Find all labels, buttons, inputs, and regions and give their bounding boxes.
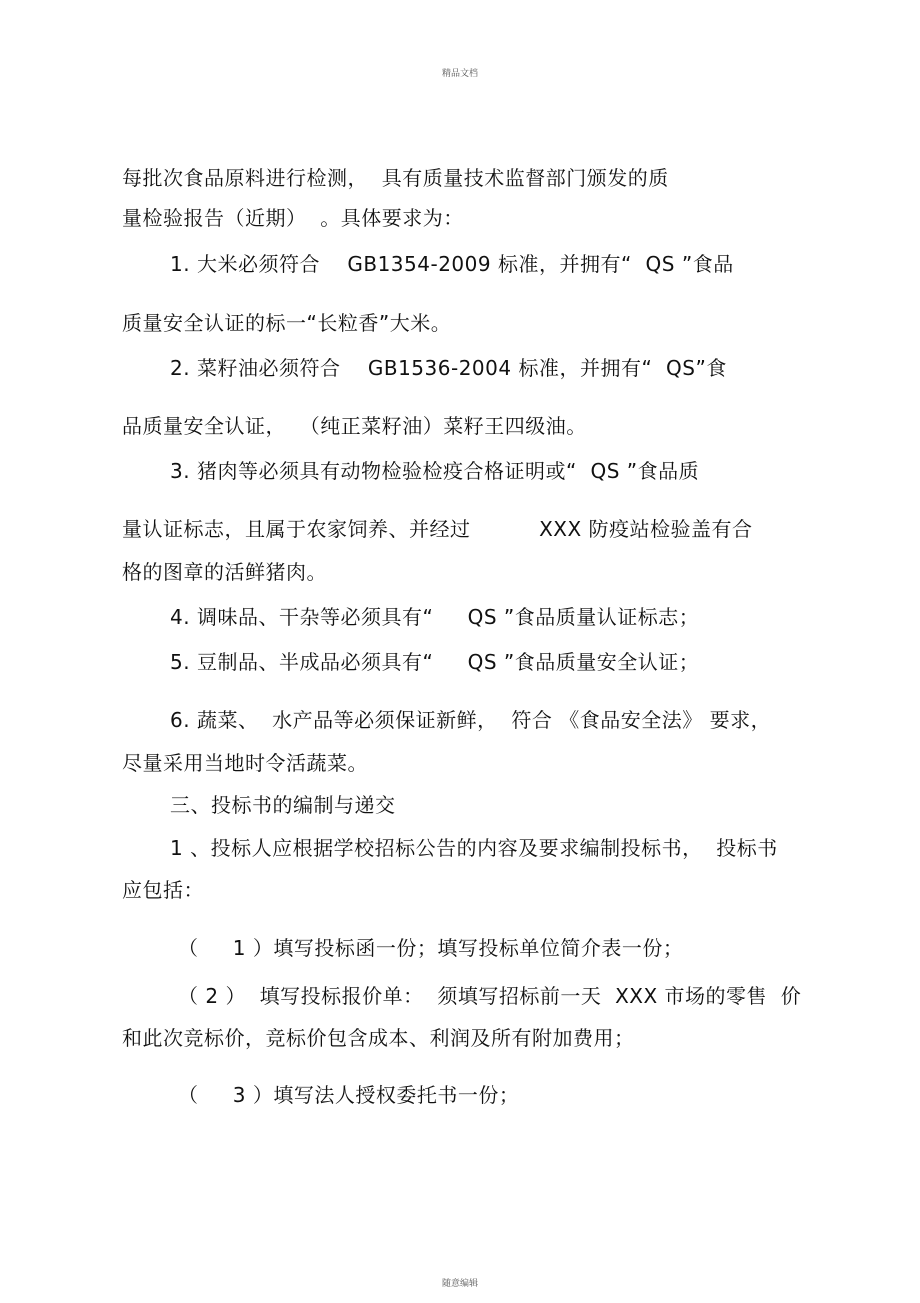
body-line-17: （ 1 ）填写投标函一份；填写投标单位简介表一份； (178, 936, 684, 960)
page-header: 精品文档 (441, 69, 478, 79)
body-line-8: 量认证标志，且属于农家饲养、并经过 XXX 防疫站检验盖有合 (122, 517, 753, 541)
body-line-4: 质量安全认证的标一“长粒香”大米。 (122, 311, 452, 335)
body-line-20: （ 3 ）填写法人授权委托书一份； (178, 1083, 520, 1107)
body-line-7: 3. 猪肉等必须具有动物检验检疫合格证明或“ QS ”食品质 (170, 459, 700, 483)
body-line-9: 格的图章的活鲜猪肉。 (122, 560, 327, 584)
page-footer: 随意编辑 (441, 1279, 478, 1289)
section-heading-3: 三、投标书的编制与递交 (170, 793, 396, 817)
body-line-6: 品质量安全认证， （纯正菜籽油）菜籽王四级油。 (122, 414, 587, 438)
body-line-19: 和此次竞标价，竞标价包含成本、利润及所有附加费用； (122, 1026, 635, 1050)
body-line-13: 尽量采用当地时令活蔬菜。 (122, 751, 368, 775)
body-line-5: 2. 菜籽油必须符合 GB1536-2004 标准，并拥有“ QS”食 (170, 356, 727, 380)
body-line-15: 1 、投标人应根据学校招标公告的内容及要求编制投标书， 投标书 (170, 836, 778, 860)
body-line-11: 5. 豆制品、半成品必须具有“ QS ”食品质量安全认证； (170, 650, 700, 674)
body-line-18: （ 2 ） 填写投标报价单： 须填写招标前一天 XXX 市场的零售 价 (178, 984, 802, 1008)
body-line-2: 量检验报告（近期） 。具体要求为： (122, 206, 464, 230)
body-line-16: 应包括： (122, 878, 204, 902)
body-line-1: 每批次食品原料进行检测， 具有质量技术监督部门颁发的质 (122, 166, 669, 190)
body-line-3: 1. 大米必须符合 GB1354-2009 标准，并拥有“ QS ”食品 (170, 252, 734, 276)
body-line-12: 6. 蔬菜、 水产品等必须保证新鲜， 符合 《食品安全法》 要求， (170, 708, 772, 732)
body-line-10: 4. 调味品、干杂等必须具有“ QS ”食品质量认证标志； (170, 605, 700, 629)
